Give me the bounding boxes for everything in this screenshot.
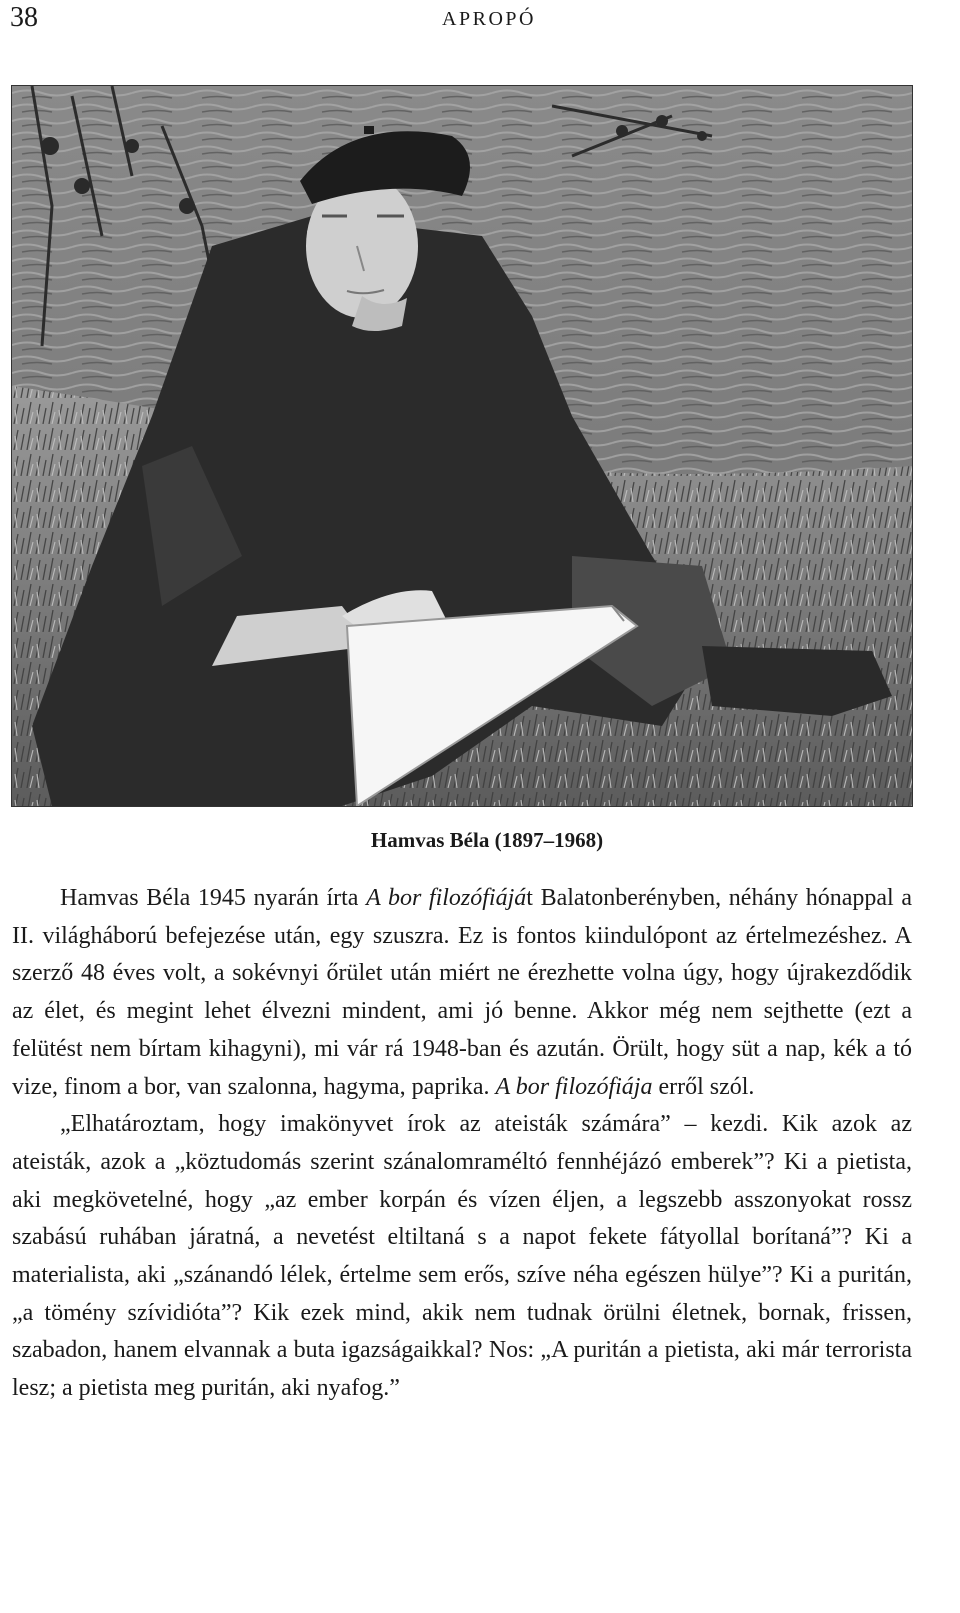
photo-illustration (12, 86, 912, 806)
book-title-2: A bor filozófiája (495, 1073, 653, 1100)
paragraph-1-text-b: t Balatonberényben, néhány hónappal a II. világháború befejezése után, egy szuszra. Ez is fontos kiindulópont az értelmezéshez. A szerző 48 éves volt, a sokévnyi őrület után miért ne érezhette volna úgy, hogy újrakezdődik az élet, és megint lehet élvezni mindent, ami jó benne. Akkor még nem sejthette (ezt a felütést nem bírtam kihagyni), mi vár rá 1948-ban és azután. Örült, hogy süt a nap, kék a tó vize, finom a bor, van szalonna, hagyma, paprika. (12, 885, 912, 1100)
article-body (12, 880, 912, 1408)
paragraph-2: „Elhatároztam, hogy imakönyvet írok az ateisták számára” – kezdi. Kik azok az ateisták, azok a „köztudomás szerint szánalomraméltó fennhéjázó emberek”? Ki a pietista, aki megkövetelné, hogy „az ember korpán és vízen éljen, a legszebb asszonyokat rossz szabású ruhában járatná, a nevetést eltiltaná s a napot fekete fátyollal borítaná”? Ki a materialista, aki „szánandó lélek, értelme sem erős, szíve néha egészen hülye”? Ki a puritán, „a tömény szívidióta”? Kik ezek mind, akik nem tudnak örülni életnek, bornak, frissen, szabadon, hanem elvannak a buta igazságaikkal? Nos: „A puritán a pietista, aki már terrorista lesz; a pietista meg puritán, aki nyafog.” (12, 1111, 912, 1402)
paragraph-1 (12, 880, 912, 1106)
photo-caption: Hamvas Béla (1897–1968) (370, 828, 604, 852)
portrait-photo (11, 85, 913, 807)
book-title: A bor filozófiájá (366, 885, 527, 911)
paragraph-1-text-a: Hamvas Béla 1945 nyarán írta (60, 885, 367, 911)
running-title: APROPÓ (442, 8, 536, 30)
page-number: 38 (10, 2, 38, 33)
paragraph-1-text-c: erről szól. (652, 1073, 755, 1100)
